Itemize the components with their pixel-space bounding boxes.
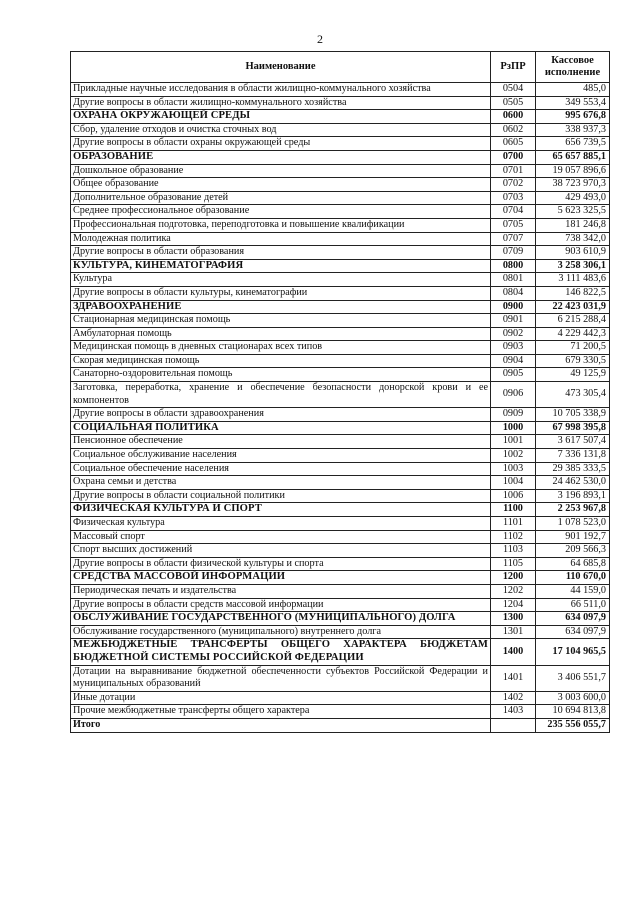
table-row: [71, 218, 610, 232]
table-row: [71, 286, 610, 300]
row-code: 0901: [491, 314, 536, 328]
row-name: Пенсионное обеспечение: [71, 435, 491, 449]
table-row: [71, 517, 610, 531]
row-name: Охрана семьи и детства: [71, 476, 491, 490]
row-code: 1002: [491, 449, 536, 463]
section-row: [71, 612, 610, 626]
row-code: 0700: [491, 150, 536, 164]
table-row: [71, 123, 610, 137]
row-code: 1003: [491, 462, 536, 476]
row-name: Стационарная медицинская помощь: [71, 314, 491, 328]
row-code: 0703: [491, 191, 536, 205]
row-code: 1001: [491, 435, 536, 449]
row-sum: 634 097,9: [536, 625, 610, 639]
row-code: 1101: [491, 517, 536, 531]
table-row: [71, 544, 610, 558]
row-sum: 3 258 306,1: [536, 259, 610, 273]
row-code: 1202: [491, 584, 536, 598]
row-name: Культура: [71, 273, 491, 287]
row-name: Другие вопросы в области культуры, кинематографии: [71, 286, 491, 300]
table-row: [71, 462, 610, 476]
table-body: [71, 83, 610, 733]
total-row: [71, 718, 610, 732]
row-code: 0902: [491, 327, 536, 341]
row-sum: 5 623 325,5: [536, 205, 610, 219]
row-name: Общее образование: [71, 178, 491, 192]
row-name: Периодическая печать и издательства: [71, 584, 491, 598]
table-row: [71, 314, 610, 328]
table-row: [71, 584, 610, 598]
row-name: Дошкольное образование: [71, 164, 491, 178]
table-row: [71, 232, 610, 246]
table-row: [71, 341, 610, 355]
table-row: [71, 354, 610, 368]
row-name: ОБСЛУЖИВАНИЕ ГОСУДАРСТВЕННОГО (МУНИЦИПАЛЬНОГО) ДОЛГА: [71, 612, 491, 626]
row-sum: 3 406 551,7: [536, 665, 610, 691]
row-sum: 2 253 967,8: [536, 503, 610, 517]
table-row: [71, 83, 610, 97]
table-row: [71, 368, 610, 382]
table-row: [71, 691, 610, 705]
row-sum: 738 342,0: [536, 232, 610, 246]
row-code: 0701: [491, 164, 536, 178]
section-row: [71, 421, 610, 435]
row-sum: 903 610,9: [536, 246, 610, 260]
row-sum: 65 657 885,1: [536, 150, 610, 164]
table-row: [71, 191, 610, 205]
table-row: [71, 705, 610, 719]
row-code: 0705: [491, 218, 536, 232]
section-row: [71, 639, 610, 665]
row-name: ОБРАЗОВАНИЕ: [71, 150, 491, 164]
row-code: 1105: [491, 557, 536, 571]
total-label: Итого: [71, 718, 491, 732]
table-row: [71, 273, 610, 287]
row-code: 1200: [491, 571, 536, 585]
row-name: Другие вопросы в области средств массовой информации: [71, 598, 491, 612]
row-name: Сбор, удаление отходов и очистка сточных вод: [71, 123, 491, 137]
table-row: [71, 665, 610, 691]
row-code: 0602: [491, 123, 536, 137]
row-sum: 64 685,8: [536, 557, 610, 571]
row-code: 0801: [491, 273, 536, 287]
row-code: 1100: [491, 503, 536, 517]
row-code: 1004: [491, 476, 536, 490]
row-sum: 4 229 442,3: [536, 327, 610, 341]
row-code: 1400: [491, 639, 536, 665]
total-sum: 235 556 055,7: [536, 718, 610, 732]
row-name: Скорая медицинская помощь: [71, 354, 491, 368]
row-name: Другие вопросы в области здравоохранения: [71, 408, 491, 422]
row-code: 1300: [491, 612, 536, 626]
row-sum: 49 125,9: [536, 368, 610, 382]
section-row: [71, 259, 610, 273]
row-sum: 10 705 338,9: [536, 408, 610, 422]
header-sum: Кассовое исполнение: [536, 52, 610, 83]
row-name: Дополнительное образование детей: [71, 191, 491, 205]
header-name: Наименование: [71, 52, 491, 83]
row-sum: 17 104 965,5: [536, 639, 610, 665]
row-sum: 429 493,0: [536, 191, 610, 205]
row-code: 0909: [491, 408, 536, 422]
row-code: 0709: [491, 246, 536, 260]
table-header-row: [71, 52, 610, 83]
row-name: ЗДРАВООХРАНЕНИЕ: [71, 300, 491, 314]
table-row: [71, 137, 610, 151]
row-sum: 29 385 333,5: [536, 462, 610, 476]
row-code: 0600: [491, 110, 536, 124]
row-sum: 181 246,8: [536, 218, 610, 232]
row-sum: 1 078 523,0: [536, 517, 610, 531]
row-sum: 110 670,0: [536, 571, 610, 585]
row-sum: 338 937,3: [536, 123, 610, 137]
row-code: 1102: [491, 530, 536, 544]
budget-table: [70, 51, 610, 733]
section-row: [71, 150, 610, 164]
table-row: [71, 382, 610, 408]
row-name: Другие вопросы в области социальной политики: [71, 489, 491, 503]
section-row: [71, 571, 610, 585]
total-code: [491, 718, 536, 732]
row-name: Другие вопросы в области охраны окружающей среды: [71, 137, 491, 151]
row-sum: 3 617 507,4: [536, 435, 610, 449]
row-sum: 3 111 483,6: [536, 273, 610, 287]
row-name: ФИЗИЧЕСКАЯ КУЛЬТУРА И СПОРТ: [71, 503, 491, 517]
table-row: [71, 557, 610, 571]
row-sum: 3 003 600,0: [536, 691, 610, 705]
row-sum: 3 196 893,1: [536, 489, 610, 503]
row-code: 0904: [491, 354, 536, 368]
row-sum: 634 097,9: [536, 612, 610, 626]
row-sum: 7 336 131,8: [536, 449, 610, 463]
row-name: Социальное обслуживание населения: [71, 449, 491, 463]
row-sum: 209 566,3: [536, 544, 610, 558]
table-row: [71, 246, 610, 260]
page-number: 2: [317, 32, 323, 46]
row-code: 0704: [491, 205, 536, 219]
row-code: 0505: [491, 96, 536, 110]
row-sum: 71 200,5: [536, 341, 610, 355]
row-name: Молодежная политика: [71, 232, 491, 246]
row-code: 0702: [491, 178, 536, 192]
table-row: [71, 205, 610, 219]
row-code: 1103: [491, 544, 536, 558]
row-code: 0906: [491, 382, 536, 408]
section-row: [71, 110, 610, 124]
table-row: [71, 489, 610, 503]
table-row: [71, 449, 610, 463]
row-name: МЕЖБЮДЖЕТНЫЕ ТРАНСФЕРТЫ ОБЩЕГО ХАРАКТЕРА БЮДЖЕТАМ БЮДЖЕТНОЙ СИСТЕМЫ РОССИЙСКОЙ ФЕДЕРАЦИИ: [71, 639, 491, 665]
row-name: Профессиональная подготовка, переподготовка и повышение квалификации: [71, 218, 491, 232]
row-name: Спорт высших достижений: [71, 544, 491, 558]
table-row: [71, 476, 610, 490]
row-name: Массовый спорт: [71, 530, 491, 544]
row-sum: 24 462 530,0: [536, 476, 610, 490]
row-sum: 6 215 288,4: [536, 314, 610, 328]
row-name: КУЛЬТУРА, КИНЕМАТОГРАФИЯ: [71, 259, 491, 273]
row-sum: 146 822,5: [536, 286, 610, 300]
table-row: [71, 625, 610, 639]
row-sum: 349 553,4: [536, 96, 610, 110]
row-name: Другие вопросы в области образования: [71, 246, 491, 260]
row-name: ОХРАНА ОКРУЖАЮЩЕЙ СРЕДЫ: [71, 110, 491, 124]
row-name: Прикладные научные исследования в области жилищно-коммунального хозяйства: [71, 83, 491, 97]
row-name: СРЕДСТВА МАССОВОЙ ИНФОРМАЦИИ: [71, 571, 491, 585]
row-code: 0707: [491, 232, 536, 246]
row-code: 1006: [491, 489, 536, 503]
section-row: [71, 503, 610, 517]
table-row: [71, 327, 610, 341]
row-name: Среднее профессиональное образование: [71, 205, 491, 219]
row-sum: 485,0: [536, 83, 610, 97]
row-code: 0800: [491, 259, 536, 273]
row-name: СОЦИАЛЬНАЯ ПОЛИТИКА: [71, 421, 491, 435]
header-code: РзПР: [491, 52, 536, 83]
row-name: Другие вопросы в области физической культуры и спорта: [71, 557, 491, 571]
row-sum: 66 511,0: [536, 598, 610, 612]
row-code: 0900: [491, 300, 536, 314]
row-name: Заготовка, переработка, хранение и обеспечение безопасности донорской крови и ее компонентов: [71, 382, 491, 408]
row-code: 0504: [491, 83, 536, 97]
row-name: Обслуживание государственного (муниципального) внутреннего долга: [71, 625, 491, 639]
row-sum: 22 423 031,9: [536, 300, 610, 314]
row-code: 1402: [491, 691, 536, 705]
row-code: 0903: [491, 341, 536, 355]
row-sum: 67 998 395,8: [536, 421, 610, 435]
table-row: [71, 408, 610, 422]
table-row: [71, 178, 610, 192]
row-code: 0605: [491, 137, 536, 151]
row-name: Иные дотации: [71, 691, 491, 705]
row-sum: 44 159,0: [536, 584, 610, 598]
table-row: [71, 164, 610, 178]
row-sum: 679 330,5: [536, 354, 610, 368]
row-name: Социальное обеспечение населения: [71, 462, 491, 476]
row-name: Санаторно-оздоровительная помощь: [71, 368, 491, 382]
row-name: Другие вопросы в области жилищно-коммунального хозяйства: [71, 96, 491, 110]
row-name: Физическая культура: [71, 517, 491, 531]
row-sum: 10 694 813,8: [536, 705, 610, 719]
row-code: 1000: [491, 421, 536, 435]
row-name: Амбулаторная помощь: [71, 327, 491, 341]
row-name: Дотации на выравнивание бюджетной обеспеченности субъектов Российской Федерации и муниципальных образований: [71, 665, 491, 691]
row-sum: 473 305,4: [536, 382, 610, 408]
row-name: Прочие межбюджетные трансферты общего характера: [71, 705, 491, 719]
table-row: [71, 530, 610, 544]
row-sum: 901 192,7: [536, 530, 610, 544]
row-code: 0804: [491, 286, 536, 300]
section-row: [71, 300, 610, 314]
row-sum: 38 723 970,3: [536, 178, 610, 192]
row-code: 1403: [491, 705, 536, 719]
table-row: [71, 96, 610, 110]
row-sum: 19 057 896,6: [536, 164, 610, 178]
row-code: 1301: [491, 625, 536, 639]
table-row: [71, 435, 610, 449]
row-code: 1401: [491, 665, 536, 691]
row-name: Медицинская помощь в дневных стационарах всех типов: [71, 341, 491, 355]
row-code: 0905: [491, 368, 536, 382]
row-sum: 995 676,8: [536, 110, 610, 124]
table-row: [71, 598, 610, 612]
row-code: 1204: [491, 598, 536, 612]
row-sum: 656 739,5: [536, 137, 610, 151]
